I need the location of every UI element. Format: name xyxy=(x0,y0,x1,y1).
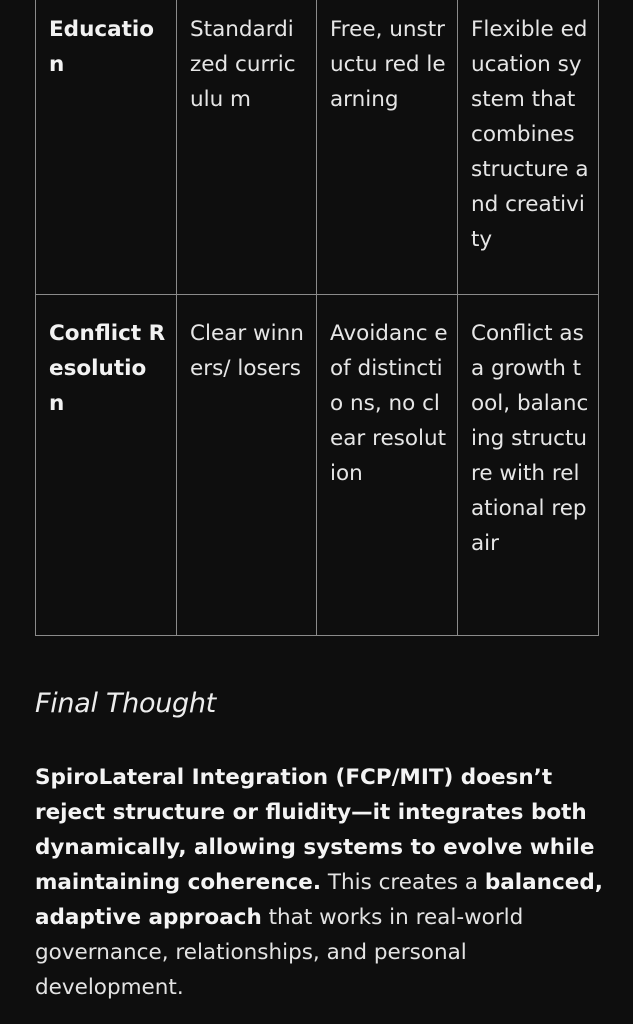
table-cell: Free, unstructu red learning xyxy=(317,0,458,295)
final-thought-heading: Final Thought xyxy=(35,688,216,719)
table-cell: Avoidanc e of distinctio ns, no clear resolution xyxy=(317,295,458,636)
comparison-table-container xyxy=(35,0,598,636)
row-header-education: Educatio n xyxy=(36,0,177,295)
table-row-conflict-resolution xyxy=(36,295,599,636)
table-cell: Conflict as a growth tool, balancing structure with relational repair xyxy=(458,295,599,636)
row-header-conflict-resolution: Conflict Resolutio n xyxy=(36,295,177,636)
table-cell: Flexible education system that combines structure and creativity xyxy=(458,0,599,295)
final-thought-paragraph xyxy=(35,760,605,1005)
table-row-education xyxy=(36,0,599,295)
bold-phrase: balanced, adaptive approach xyxy=(35,870,603,930)
body-text: that works in real-world governance, relationships, and personal development. xyxy=(35,905,524,1000)
table-cell: Standardi zed curriculu m xyxy=(177,0,317,295)
bold-intro-text: SpiroLateral Integration (FCP/MIT) doesn’t reject structure or fluidity—it integrates both dynamically, allowing systems to evolve while maintaining coherence. xyxy=(35,765,595,895)
table-cell: Clear winners/ losers xyxy=(177,295,317,636)
comparison-table xyxy=(35,0,599,636)
body-text: This creates a xyxy=(321,870,485,895)
